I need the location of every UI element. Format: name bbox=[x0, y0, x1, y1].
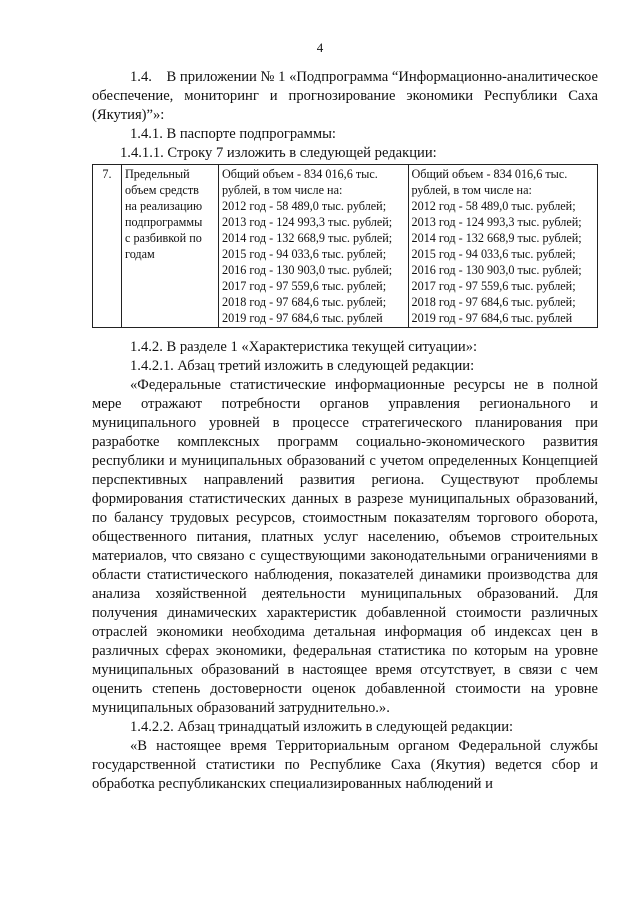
quote-paragraph-thirteenth: «В настоящее время Территориальным органом Федеральной службы государственной статистики по Республике Саха (Якутия) ведется сбор и обработка республиканских специализированных наблюдений и bbox=[92, 738, 598, 792]
table-row bbox=[93, 165, 598, 328]
desc-line: годам bbox=[125, 247, 155, 261]
new-line: рублей, в том числе на: bbox=[411, 183, 532, 197]
old-line: рублей, в том числе на: bbox=[222, 183, 343, 197]
desc-line: с разбивкой по bbox=[125, 231, 202, 245]
old-line: 2016 год - 130 903,0 тыс. рублей; bbox=[222, 263, 393, 277]
paragraph-1-4-2: 1.4.2. В разделе 1 «Характеристика текущей ситуации»: bbox=[130, 339, 478, 355]
paragraph-1-4-1-1: 1.4.1.1. Строку 7 изложить в следующей редакции: bbox=[120, 145, 437, 161]
row-description bbox=[122, 165, 219, 328]
desc-line: подпрограммы bbox=[125, 215, 203, 229]
new-line: 2013 год - 124 993,3 тыс. рублей; bbox=[411, 215, 582, 229]
new-line: 2015 год - 94 033,6 тыс. рублей; bbox=[411, 247, 576, 261]
desc-line: на реализацию bbox=[125, 199, 203, 213]
paragraph-1-4-2-2: 1.4.2.2. Абзац тринадцатый изложить в следующей редакции: bbox=[130, 719, 514, 735]
old-line: 2013 год - 124 993,3 тыс. рублей; bbox=[222, 215, 393, 229]
new-line: 2012 год - 58 489,0 тыс. рублей; bbox=[411, 199, 576, 213]
amendment-table bbox=[92, 164, 598, 328]
old-line: 2017 год - 97 559,6 тыс. рублей; bbox=[222, 279, 387, 293]
old-line: 2018 год - 97 684,6 тыс. рублей; bbox=[222, 295, 387, 309]
quote-paragraph-third: «Федеральные статистические информационные ресурсы не в полной мере отражают потребности органов управления регионального и муниципального уровней в процессе стратегического планирования при разработке комплексных программ социально-экономического развития республики и муниципальных образований с учетом определенных Концепцией перспективных направлений развития региона. Существуют проблемы формирования статистических данных в разрезе муниципальных образований, по балансу трудовых ресурсов, стоимостным показателям торгового оборота, общественного питания, платных услуг населению, объемов строительных материалов, что связано с существующими законодательными ограничениями в области статистического наблюдения, показателей динамики производства для анализа хозяйственной деятельности муниципальных образований. Для получения динамических характеристик добавленной стоимости различных отраслей экономики необходима детальная информация об индексах цен в различных сферах экономики, федеральная статистика по которым на уровне муниципальных образований в настоящее время отсутствует, в связи с чем оценить степень достоверности оценок добавленной стоимости на уровне муниципальных образований затруднительно.». bbox=[92, 377, 598, 716]
desc-line: объем средств bbox=[125, 183, 199, 197]
document-body bbox=[92, 68, 598, 794]
old-line: 2015 год - 94 033,6 тыс. рублей; bbox=[222, 247, 387, 261]
old-line: 2012 год - 58 489,0 тыс. рублей; bbox=[222, 199, 387, 213]
paragraph-1-4-1: 1.4.1. В паспорте подпрограммы: bbox=[130, 126, 336, 142]
old-line: 2019 год - 97 684,6 тыс. рублей bbox=[222, 311, 383, 325]
desc-line: Предельный bbox=[125, 167, 190, 181]
paragraph-1-4-2-1: 1.4.2.1. Абзац третий изложить в следующей редакции: bbox=[130, 358, 475, 374]
new-line: 2018 год - 97 684,6 тыс. рублей; bbox=[411, 295, 576, 309]
old-version-cell bbox=[219, 165, 409, 328]
new-line: 2019 год - 97 684,6 тыс. рублей bbox=[411, 311, 573, 325]
row-number: 7. bbox=[93, 165, 122, 328]
new-line: 2014 год - 132 668,9 тыс. рублей; bbox=[411, 231, 582, 245]
old-line: Общий объем - 834 016,6 тыс. bbox=[222, 167, 378, 181]
new-line: 2016 год - 130 903,0 тыс. рублей; bbox=[411, 263, 582, 277]
page-number: 4 bbox=[316, 40, 324, 55]
old-line: 2014 год - 132 668,9 тыс. рублей; bbox=[222, 231, 393, 245]
new-line: Общий объем - 834 016,6 тыс. bbox=[411, 167, 568, 181]
new-line: 2017 год - 97 559,6 тыс. рублей; bbox=[411, 279, 576, 293]
new-version-cell bbox=[408, 165, 598, 328]
section-heading: 1.4. В приложении № 1 «Подпрограмма “Информационно-аналитическое обеспечение, мониторинг и прогнозирование экономики Республики Саха (Якутия)”»: bbox=[92, 69, 598, 123]
